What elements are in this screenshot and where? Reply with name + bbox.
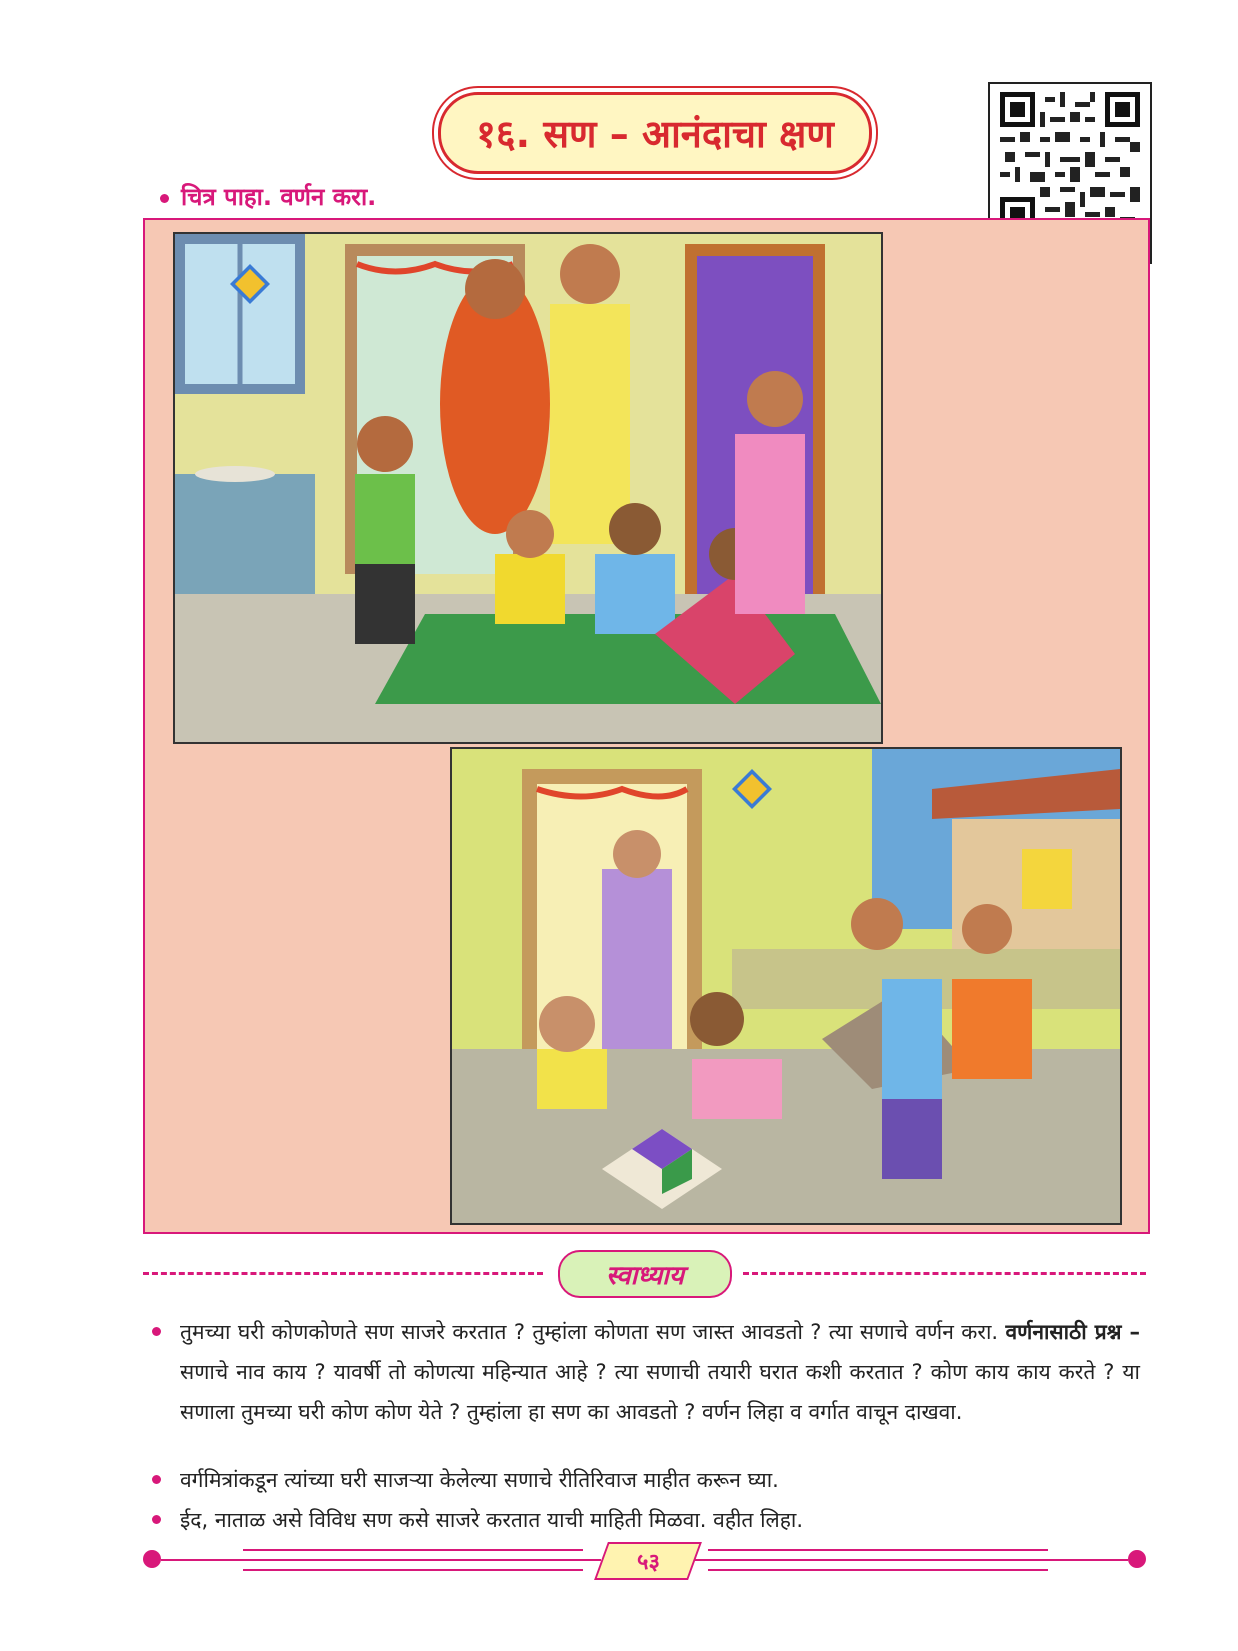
festival-family-home-illustration bbox=[175, 234, 881, 742]
footer-line-right-top bbox=[708, 1549, 1048, 1551]
exercise-item-3 bbox=[150, 1500, 1140, 1540]
exercise-heading-row bbox=[143, 1250, 1146, 1300]
exercise-heading: स्वाध्याय bbox=[606, 1261, 684, 1291]
rangoli-festival-courtyard-illustration bbox=[452, 749, 1120, 1223]
decorative-divider-left bbox=[143, 1272, 543, 1275]
bullet-icon bbox=[152, 1475, 161, 1484]
footer-line-left bbox=[161, 1559, 601, 1561]
decorative-dot-icon bbox=[1128, 1550, 1146, 1568]
bullet-icon bbox=[160, 194, 169, 203]
chapter-title-box bbox=[438, 92, 872, 174]
exercise-item-2 bbox=[150, 1460, 1140, 1500]
footer-line-right-bottom bbox=[708, 1569, 1048, 1571]
bullet-icon bbox=[152, 1327, 161, 1336]
decorative-divider-right bbox=[743, 1272, 1146, 1275]
scene-rangoli-courtyard bbox=[450, 747, 1122, 1225]
exercise-item-3-text: ईद, नाताळ असे विविध सण कसे साजरे करतात याची माहिती मिळवा. वहीत लिहा. bbox=[180, 1508, 804, 1532]
footer-line-left-bottom bbox=[243, 1569, 583, 1571]
exercise-item-2-text: वर्गमित्रांकडून त्यांच्या घरी साजऱ्या केलेल्या सणाचे रीतिरिवाज माहीत करून घ्या. bbox=[180, 1468, 779, 1492]
page-number-box bbox=[594, 1542, 702, 1580]
footer-line-left-top bbox=[243, 1549, 583, 1551]
scene-family-home bbox=[173, 232, 883, 744]
exercise-item-1 bbox=[150, 1312, 1140, 1432]
instruction-text: चित्र पाहा. वर्णन करा. bbox=[181, 183, 377, 211]
decorative-dot-icon bbox=[143, 1550, 161, 1568]
exercise-item-1-rest: सणाचे नाव काय ? यावर्षी तो कोणत्या महिन्यात आहे ? त्या सणाची तयारी घरात कशी करतात ? कोण काय काय करते ? या सणाला तुमच्या घरी कोण कोण येते ? तुम्हांला हा सण का आवडतो ? वर्णन लिहा व वर्गात वाचून दाखवा. bbox=[180, 1360, 1140, 1424]
page-number: ५३ bbox=[636, 1550, 660, 1575]
chapter-title: १६. सण – आनंदाचा क्षण bbox=[476, 112, 834, 156]
page-footer bbox=[143, 1540, 1146, 1580]
exercise-item-1-bold: वर्णनासाठी प्रश्न – bbox=[1005, 1320, 1140, 1344]
footer-line-right bbox=[695, 1559, 1128, 1561]
picture-panel bbox=[143, 218, 1150, 1234]
exercise-heading-box bbox=[558, 1250, 732, 1298]
qr-code-icon bbox=[1000, 92, 1140, 232]
instruction-line bbox=[160, 180, 376, 213]
exercise-item-1-text: तुमच्या घरी कोणकोणते सण साजरे करतात ? तुम्हांला कोणता सण जास्त आवडतो ? त्या सणाचे वर्णन करा. bbox=[180, 1320, 999, 1344]
bullet-icon bbox=[152, 1515, 161, 1524]
